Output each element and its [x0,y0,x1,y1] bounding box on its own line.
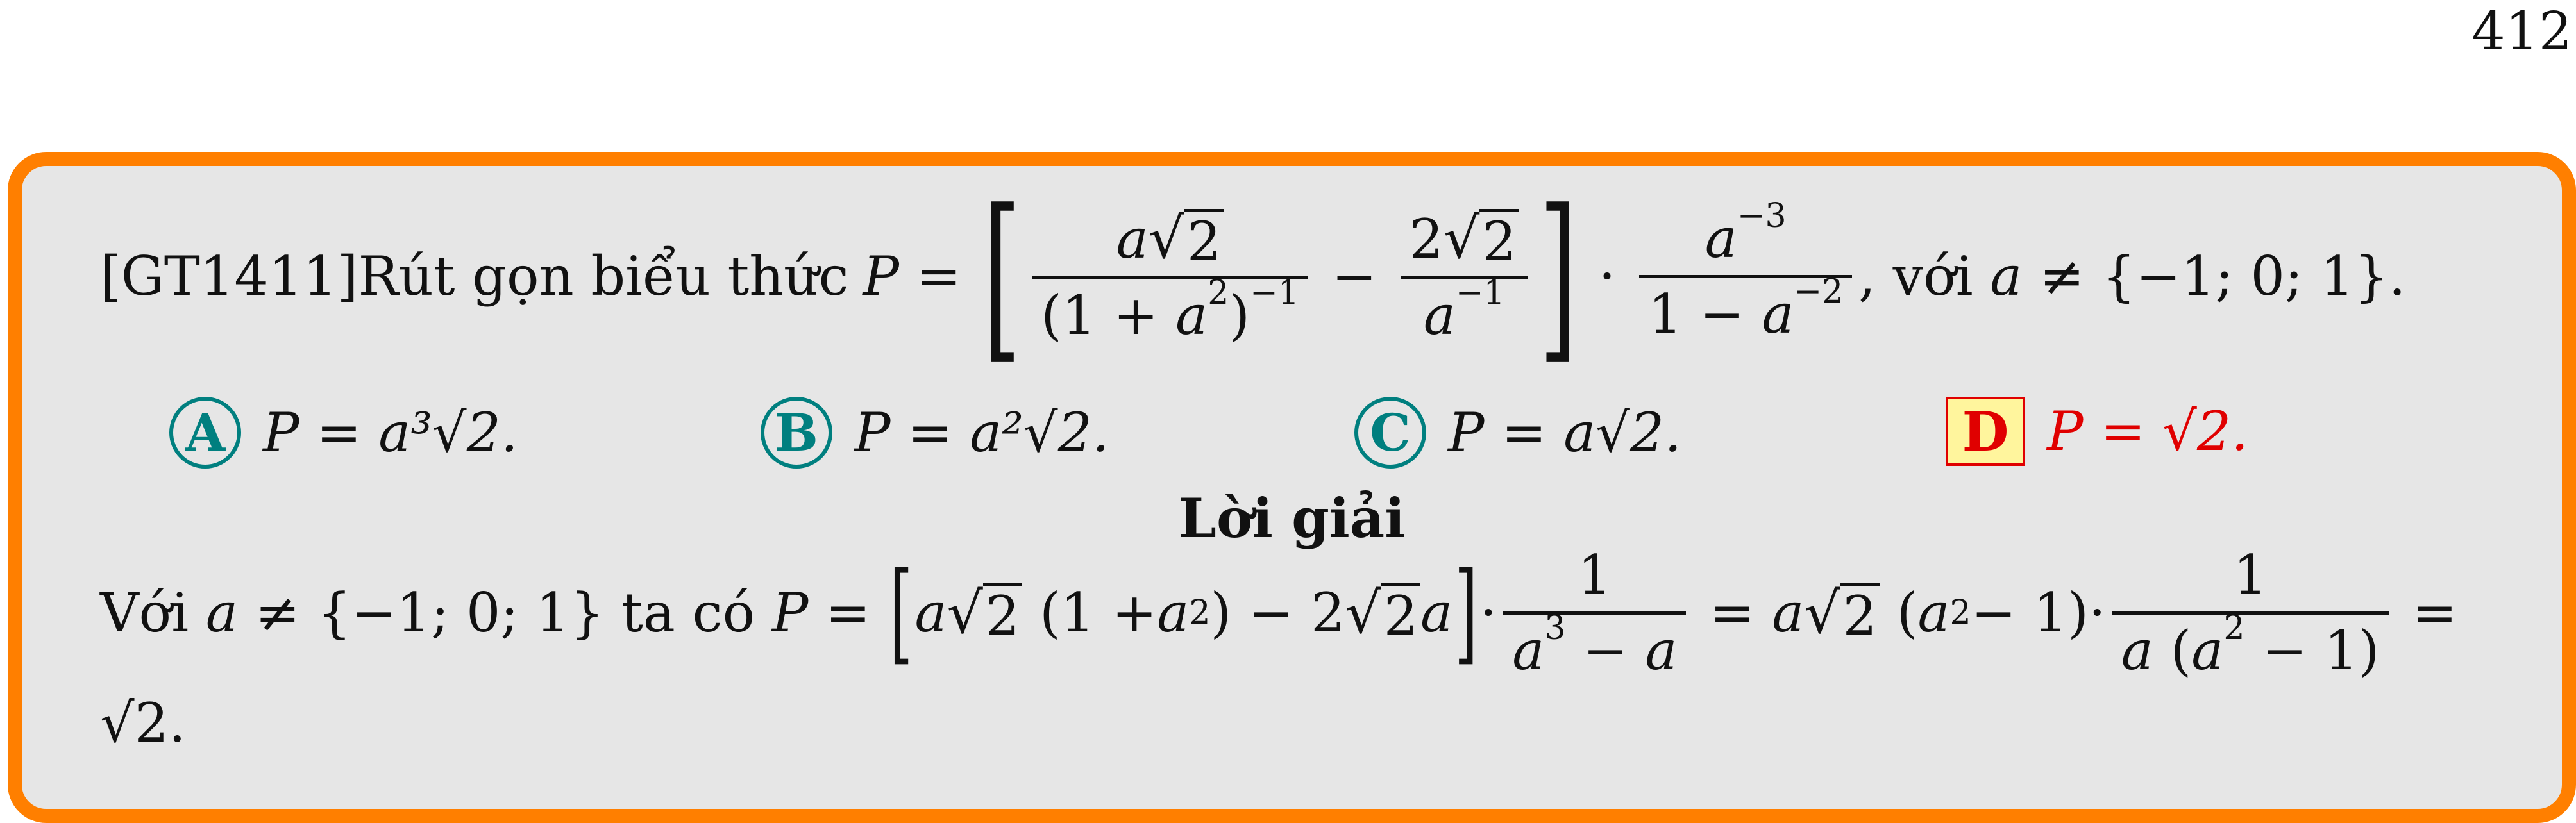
option-c-label: C [1354,397,1426,469]
option-b-answer: P = a²√2. [854,401,1109,464]
solution-line [100,544,2457,681]
solution-condition: a ≠ {−1; 0; 1} [205,581,605,645]
condition-expression: a ≠ {−1; 0; 1}. [1990,245,2406,308]
option-a[interactable] [169,397,518,469]
solution-formula: P = [ a √ 2 (1 + a 2 ) − 2 √ 2 a ] · 1 $a^3 - a$ = a √ 2 ( a 2 − 1)· 1 a $(a^2 - 1)$ = [771,544,2457,682]
condition-set: {−1; 0; 1}. [2101,245,2406,308]
problem-formula: P = [ a √ 2 $(1 + a^2)^{-1}$ − 2 √ 2 $a^{-1}$ ] · $a^{-3}$ $1 - a^{-2}$ [863,204,1859,348]
solution-title: Lời giải [1178,486,1406,550]
option-d-label: D [1946,397,2025,466]
problem-statement [100,172,2406,381]
solution-final: √2. [100,692,186,754]
option-c-answer: P = a√2. [1448,401,1682,464]
page-number: 412 [2471,1,2572,62]
option-b-label: B [761,397,832,469]
solution-have: ta có [621,581,755,645]
option-d-answer: P = √2. [2047,400,2248,463]
problem-code: [GT1411] [100,245,358,308]
option-c[interactable] [1354,397,1681,469]
condition-word: , với [1858,245,1973,308]
option-a-answer: P = a³√2. [263,401,518,464]
problem-box [8,152,2576,823]
option-b[interactable] [761,397,1109,469]
problem-prompt: Rút gọn biểu thức [358,245,849,308]
solution-condition-set: {−1; 0; 1} [317,581,605,645]
option-d[interactable] [1946,397,2248,466]
option-a-label: A [169,397,241,469]
answer-options [22,397,2562,480]
solution-with: Với [100,581,189,645]
